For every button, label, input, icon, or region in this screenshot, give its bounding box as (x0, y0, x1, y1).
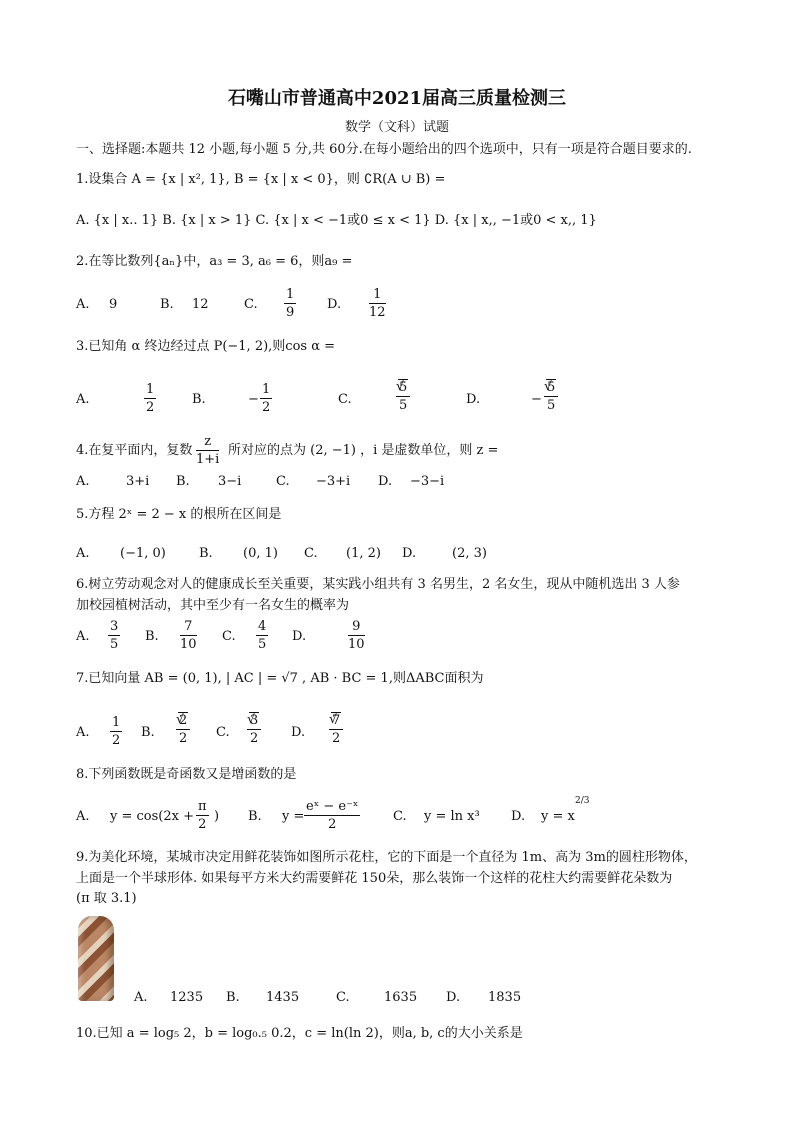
q9-option-c-value: 1635 (384, 990, 418, 1005)
denominator: 2 (198, 817, 207, 832)
q9-option-d-value: 1835 (488, 990, 522, 1005)
numerator: 1 (286, 287, 295, 302)
numerator: eˣ − e⁻ˣ (306, 799, 359, 814)
q3-option-d-sign: − (531, 392, 542, 407)
q3-option-a-label: A. (76, 392, 90, 407)
exam-title: 石嘴山市普通高中2021届高三质量检测三 (227, 88, 567, 109)
q5-option-d-value: (2, 3) (452, 546, 487, 561)
sqrt-numerator: √ 3 (247, 713, 261, 728)
q4-option-c-label: C. (276, 474, 290, 489)
q2-option-b-label: B. (160, 297, 174, 312)
denominator: 2 (262, 400, 271, 415)
q9-option-a-value: 1235 (170, 990, 204, 1005)
q3-option-a-fraction (144, 382, 156, 415)
q7-option-a-fraction (110, 715, 122, 748)
numerator: 4 (258, 619, 267, 634)
q8-option-c-value: y = ln x³ (424, 809, 480, 824)
q8-option-a-prefix: y = cos(2x + (110, 809, 194, 824)
q2-option-d-fraction (369, 287, 386, 320)
q6-option-a-label: A. (76, 629, 90, 644)
denominator: 2 (112, 733, 121, 748)
q6-option-d-fraction (348, 619, 365, 652)
q3-option-b-sign: − (248, 392, 259, 407)
q3-option-d-fraction (544, 380, 558, 413)
denominator: 2 (179, 731, 188, 746)
question-1-options: A. {x | x.. 1} B. {x | x > 1} C. {x | x < −1或0 ≤ x < 1} D. {x | x,, −1或0 < x,, 1} (76, 213, 597, 228)
q3-option-c-label: C. (338, 392, 352, 407)
denominator: 5 (258, 637, 267, 652)
question-9-stem-line-2: 上面是一个半球形体. 如果每平方米大约需要鲜花 150朵，那么装饰一个这样的花柱大约需要鲜花朵数为 (76, 871, 673, 886)
q8-option-d-exponent: 2/3 (575, 796, 590, 806)
q3-option-d-label: D. (466, 392, 481, 407)
q8-option-b-prefix: y = (282, 809, 305, 824)
q5-option-c-value: (1, 2) (346, 546, 381, 561)
numerator: 7 (184, 619, 193, 634)
q5-option-d-label: D. (402, 546, 417, 561)
q5-option-b-label: B. (199, 546, 213, 561)
numerator: π (198, 799, 207, 814)
denominator: 2 (250, 731, 259, 746)
denominator: 5 (399, 398, 408, 413)
question-6-stem-line-1: 6.树立劳动观念对人的健康成长至关重要，某实践小组共有 3 名男生，2 名女生，现从中随机选出 3 人参 (76, 577, 680, 592)
q4-option-c-value: −3+i (316, 474, 351, 489)
q2-option-d-label: D. (327, 297, 342, 312)
q4-option-a-label: A. (76, 474, 90, 489)
denominator: 5 (110, 637, 119, 652)
denominator: 1+i (196, 452, 220, 467)
q5-option-a-label: A. (76, 546, 90, 561)
q6-option-c-label: C. (222, 629, 236, 644)
q6-option-b-label: B. (145, 629, 159, 644)
denominator: 9 (286, 305, 295, 320)
denominator: 2 (328, 817, 337, 832)
denominator: 5 (547, 398, 556, 413)
q6-option-b-fraction (180, 619, 197, 652)
question-9-stem-line-3: (π 取 3.1) (76, 891, 137, 906)
question-6-stem-line-2: 加校园植树活动，其中至少有一名女生的概率为 (76, 598, 350, 613)
denominator: 2 (146, 400, 155, 415)
q8-option-c-label: C. (393, 809, 407, 824)
q8-option-a-fraction (196, 799, 209, 832)
q8-option-b-label: B. (248, 809, 262, 824)
question-1-stem: 1.设集合 A = {x | x², 1}, B = {x | x < 0}，则 ∁R(A ∪ B) = (76, 172, 446, 187)
q8-option-d-label: D. (511, 809, 526, 824)
numerator: 1 (146, 382, 155, 397)
q6-option-c-fraction (256, 619, 268, 652)
q9-option-a-label: A. (134, 990, 148, 1005)
question-10-stem: 10.已知 a = log₅ 2，b = log₀.₅ 0.2，c = ln(ln 2)，则a, b, c的大小关系是 (76, 1026, 523, 1041)
q3-option-b-label: B. (192, 392, 206, 407)
q4-option-b-value: 3−i (218, 474, 242, 489)
q6-option-d-label: D. (292, 629, 307, 644)
numerator: 1 (262, 382, 271, 397)
q3-option-c-fraction (396, 380, 410, 413)
numerator: 3 (110, 619, 119, 634)
sqrt-numerator: √ 5 (396, 380, 410, 395)
question-4-stem-end: 所对应的点为 (2, −1) ，i 是虚数单位，则 z = (228, 443, 499, 458)
denominator: 12 (369, 305, 386, 320)
sqrt-numerator: √ 7 (329, 713, 343, 728)
q4-option-b-label: B. (176, 474, 190, 489)
q8-option-d-value: y = x (541, 809, 575, 824)
q7-option-b-label: B. (141, 725, 155, 740)
sqrt-numerator: √ 2 (176, 713, 190, 728)
q2-option-a-label: A. (76, 297, 90, 312)
q7-option-d-fraction (329, 713, 343, 746)
q3-option-b-fraction (260, 382, 272, 415)
question-5-stem: 5.方程 2ˣ = 2 − x 的根所在区间是 (76, 507, 282, 522)
denominator: 10 (348, 637, 365, 652)
question-4-stem-start: 4.在复平面内，复数 (76, 443, 193, 458)
q2-option-a-value: 9 (109, 297, 118, 312)
question-9-stem-line-1: 9.为美化环境，某城市决定用鲜花装饰如图所示花柱，它的下面是一个直径为 1m、高为 3m的圆柱形物体， (76, 850, 697, 865)
q8-option-a-label: A. (76, 809, 90, 824)
q4-option-d-label: D. (378, 474, 393, 489)
q9-option-b-value: 1435 (266, 990, 300, 1005)
denominator: 10 (180, 637, 197, 652)
numerator: 1 (373, 287, 382, 302)
q9-option-c-label: C. (336, 990, 350, 1005)
q4-option-a-value: 3+i (126, 474, 150, 489)
q5-option-a-value: (−1, 0) (120, 546, 166, 561)
q2-option-c-fraction (284, 287, 296, 320)
q7-option-d-label: D. (291, 725, 306, 740)
q5-option-b-value: (0, 1) (243, 546, 278, 561)
q7-option-b-fraction (176, 713, 190, 746)
q6-option-a-fraction (108, 619, 120, 652)
exam-subtitle: 数学（文科）试题 (344, 120, 449, 135)
flower-column-image (78, 916, 114, 1001)
q7-option-c-label: C. (216, 725, 230, 740)
question-4-fraction (196, 434, 219, 467)
denominator: 2 (332, 731, 341, 746)
q2-option-b-value: 12 (192, 297, 209, 312)
question-7-stem: 7.已知向量 AB = (0, 1), | AC | = √7 , AB · BC = 1,则ΔABC面积为 (76, 671, 484, 686)
q2-option-c-label: C. (244, 297, 258, 312)
section-instruction: 一、选择题:本题共 12 小题,每小题 5 分,共 60分.在每小题给出的四个选项中，只有一项是符合题目要求的. (76, 142, 692, 157)
question-8-stem: 8.下列函数既是奇函数又是增函数的是 (76, 767, 297, 782)
numerator: 9 (352, 619, 361, 634)
numerator: z (204, 434, 212, 449)
sqrt-numerator: √ 5 (544, 380, 558, 395)
q4-option-d-value: −3−i (410, 474, 445, 489)
question-2-stem: 2.在等比数列{aₙ}中，a₃ = 3, a₆ = 6，则a₉ = (76, 254, 353, 269)
q9-option-b-label: B. (226, 990, 240, 1005)
q5-option-c-label: C. (304, 546, 318, 561)
q7-option-a-label: A. (76, 725, 90, 740)
q8-option-a-suffix: ) (214, 809, 220, 824)
numerator: 1 (112, 715, 121, 730)
q8-option-b-fraction (304, 799, 360, 832)
q7-option-c-fraction (247, 713, 261, 746)
question-3-stem: 3.已知角 α 终边经过点 P(−1, 2),则cos α = (76, 339, 336, 354)
q9-option-d-label: D. (446, 990, 461, 1005)
